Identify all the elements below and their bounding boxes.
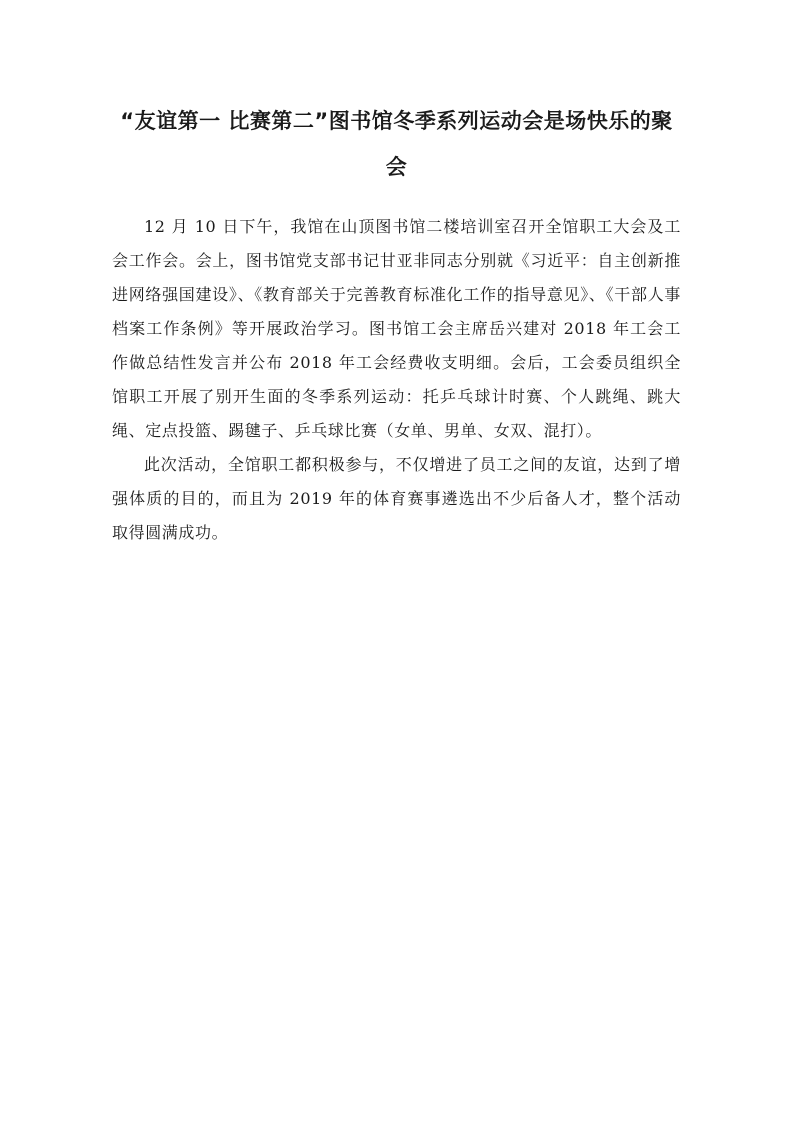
document-body <box>112 210 681 550</box>
document-title: “友谊第一 比赛第二”图书馆冬季系列运动会是场快乐的聚会 <box>120 109 673 179</box>
paragraph-1: 12 月 10 日下午，我馆在山顶图书馆二楼培训室召开全馆职工大会及工会工作会。会上，图书馆党支部书记甘亚非同志分别就《习近平：自主创新推进网络强国建设》、《教育部关于完善教育标准化工作的指导意见》、《干部人事档案工作条例》等开展政治学习。图书馆工会主席岳兴建对 2018 年工会工作做总结性发言并公布 2018 年工会经费收支明细。会后，工会委员组织全馆职工开展了别开生面的冬季系列运动：托乒乓球计时赛、个人跳绳、跳大绳、定点投篮、踢毽子、乒乓球比赛（女单、男单、女双、混打）。 <box>112 217 681 440</box>
paragraph-2: 此次活动，全馆职工都积极参与，不仅增进了员工之间的友谊，达到了增强体质的目的，而且为 2019 年的体育赛事遴选出不少后备人才，整个活动取得圆满成功。 <box>112 455 681 542</box>
